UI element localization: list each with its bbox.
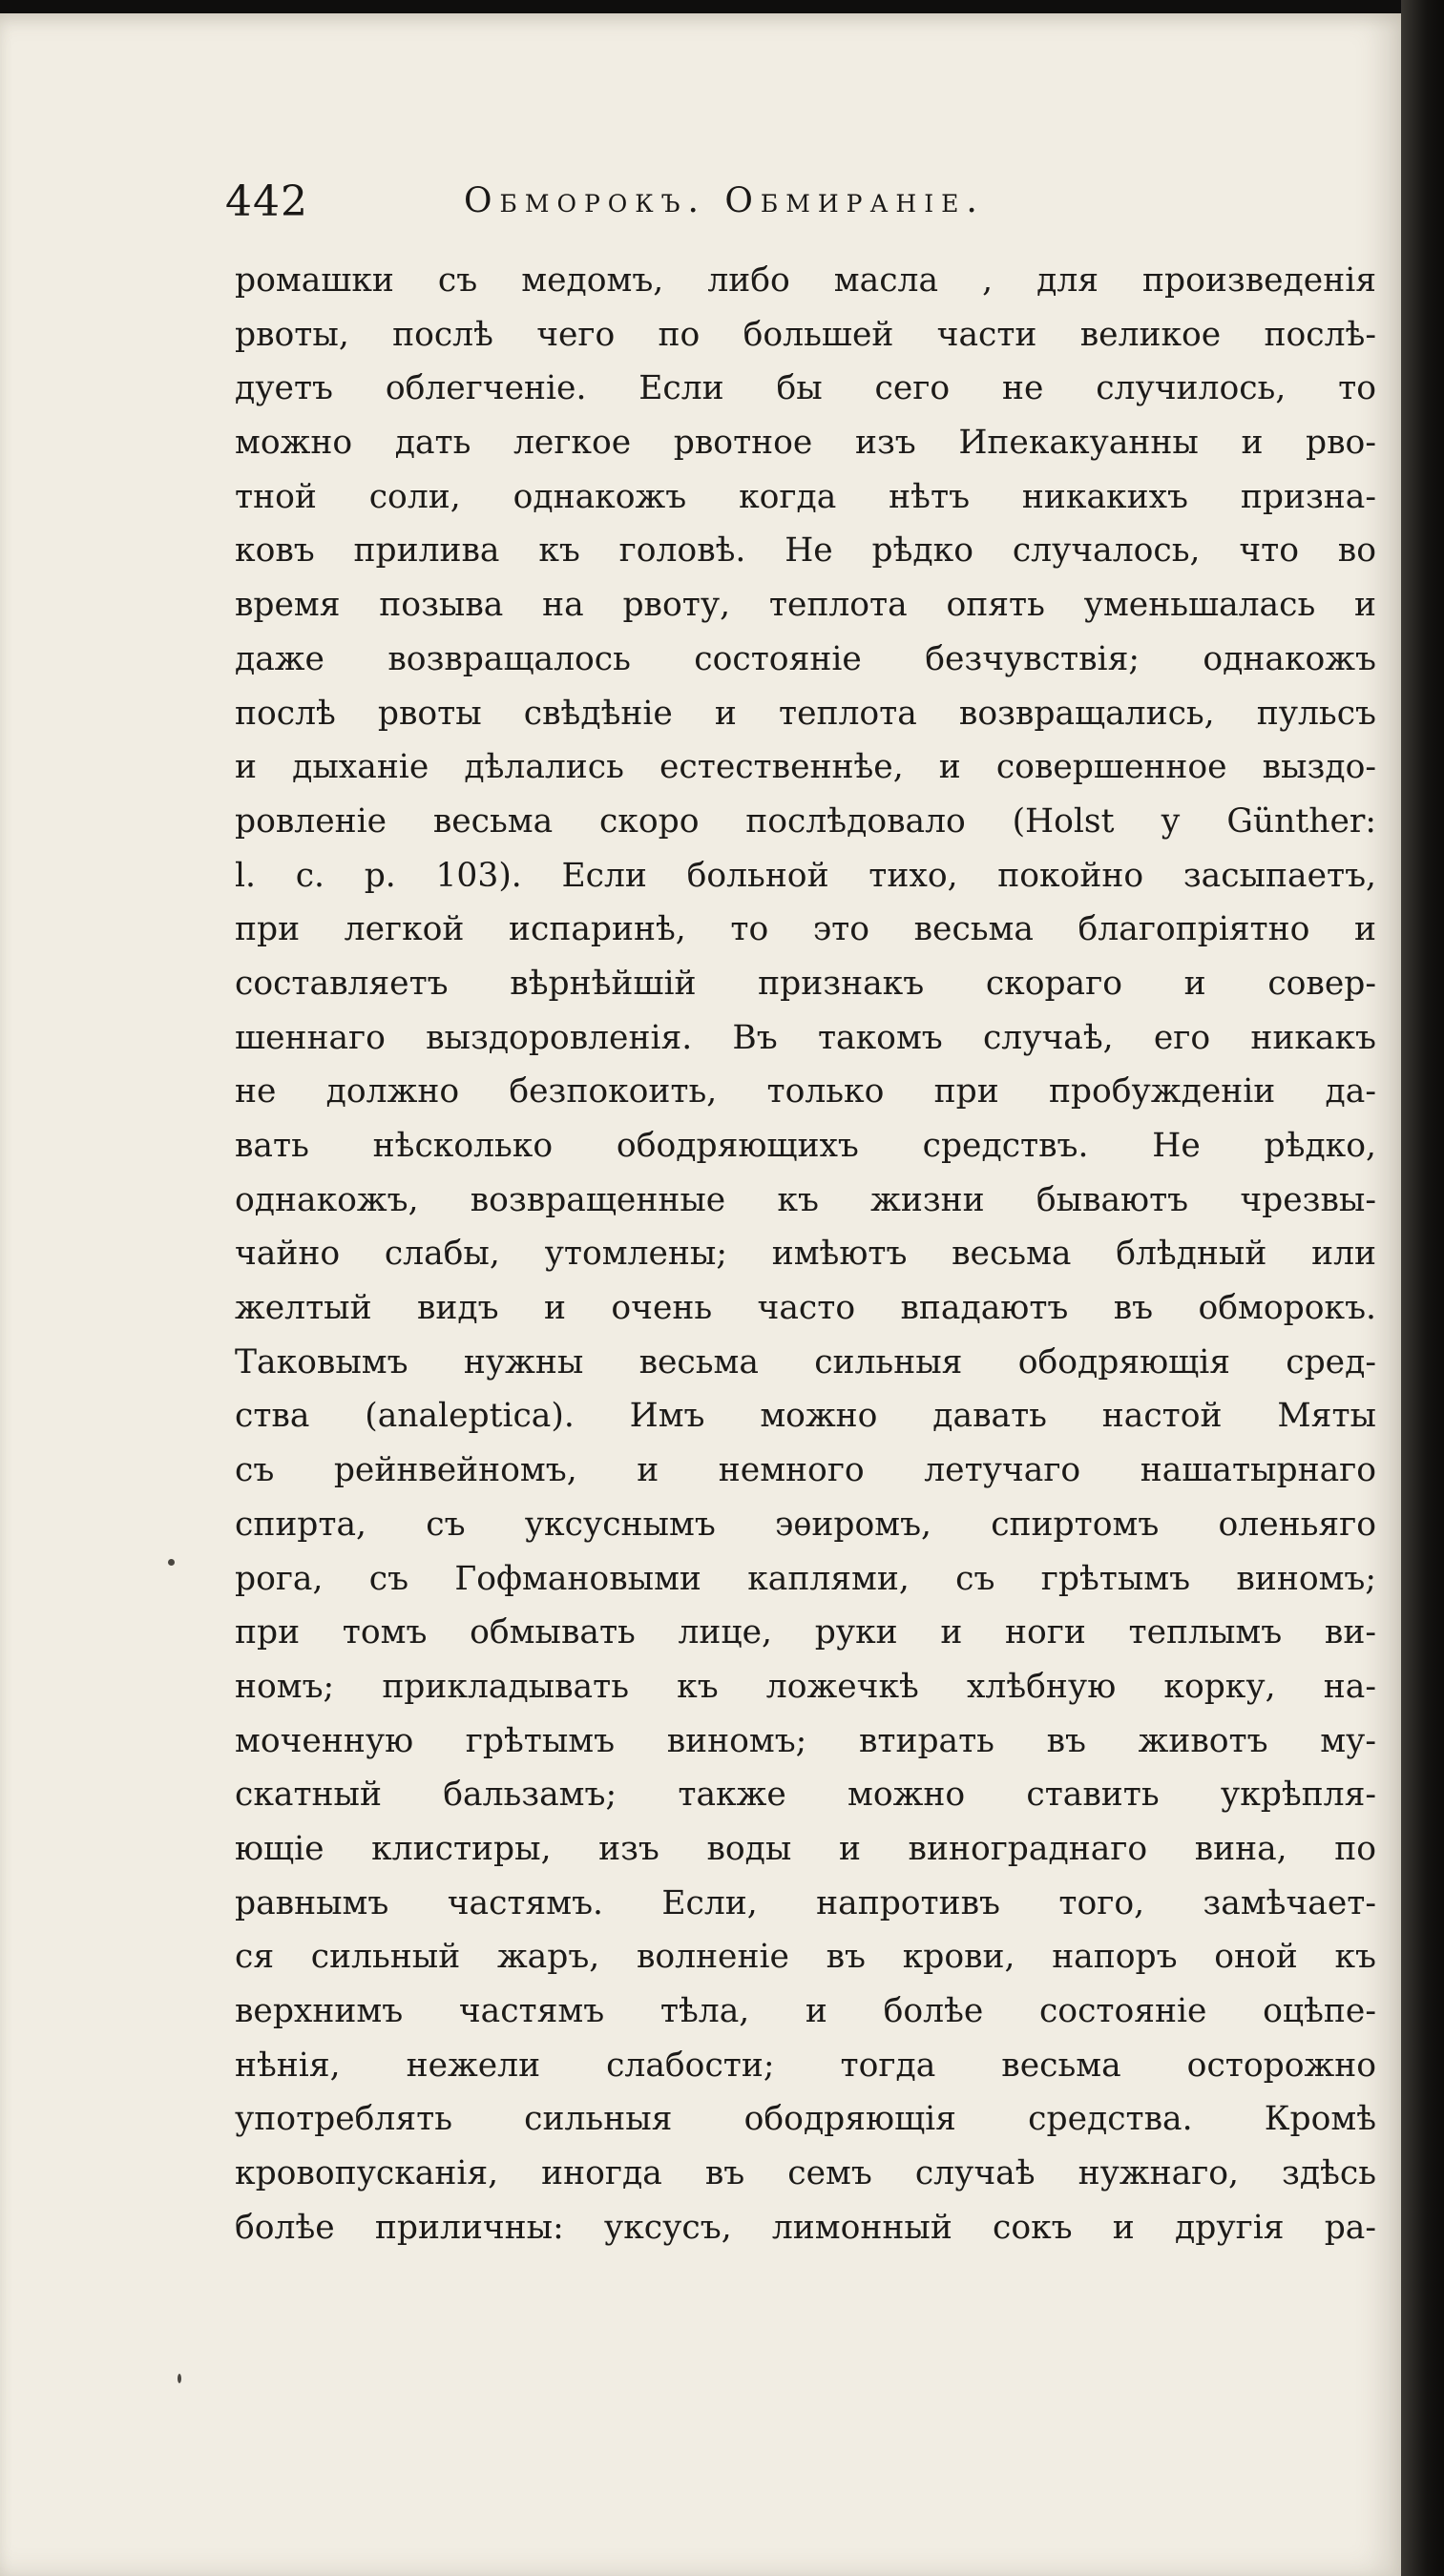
text-line: ковъ прилива къ головѣ. Не рѣдко случалось, что во [235, 531, 1376, 571]
text-line: рвоты, послѣ чего по большей части великое послѣ- [235, 315, 1376, 354]
text-line: вать нѣсколько ободряющихъ средствъ. Не рѣдко, [235, 1127, 1376, 1165]
text-line: послѣ рвоты свѣдѣнiе и теплота возвращались, пульсъ [235, 694, 1376, 733]
text-line: болѣе приличны: уксусъ, лимонный сокъ и другiя ра- [235, 2208, 1376, 2247]
text-line: даже возвращалось состоянiе безчувствiя; однакожъ [235, 639, 1376, 678]
body-text [235, 254, 1376, 2254]
text-line: и дыханiе дѣлались естественнѣе, и совершенное выздо- [235, 748, 1376, 787]
text-line: верхнимъ частямъ тѣла, и болѣе состоянiе оцѣпе- [235, 1992, 1376, 2030]
text-line: l. c. p. 103). Если больной тихо, покойно засыпаетъ, [235, 856, 1376, 895]
text-line: можно дать легкое рвотное изъ Ипекакуанны и рво- [235, 424, 1376, 463]
text-line: шеннаго выздоровленiя. Въ такомъ случаѣ, его никакъ [235, 1018, 1376, 1057]
text-line: составляетъ вѣрнѣйшiй признакъ скораго и совер- [235, 964, 1376, 1003]
text-line: время позыва на рвоту, теплота опять уменьшалась и [235, 586, 1376, 625]
text-line: съ рейнвейномъ, и немного летучаго нашатырнаго [235, 1451, 1376, 1490]
page-header [225, 177, 1180, 235]
text-line: дуетъ облегченiе. Если бы сего не случилось, то [235, 369, 1376, 408]
margin-speck [178, 2374, 181, 2383]
text-line: желтый видъ и очень часто впадаютъ въ обморокъ. [235, 1289, 1376, 1328]
text-line: равнымъ частямъ. Если, напротивъ того, замѣчает- [235, 1883, 1376, 1922]
text-line: чайно слабы, утомлены; имѣютъ весьма блѣдный или [235, 1235, 1376, 1274]
text-line: ства (analeptica). Имъ можно давать настой Мяты [235, 1397, 1376, 1436]
text-line: тной соли, однакожъ когда нѣтъ никакихъ призна- [235, 477, 1376, 516]
text-line: ромашки съ медомъ, либо масла , для произведенiя [235, 261, 1376, 300]
text-line: при легкой испаринѣ, то это весьма благопрiятно и [235, 910, 1376, 949]
text-line: при томъ обмывать лице, руки и ноги теплымъ ви- [235, 1613, 1376, 1652]
text-line: рога, съ Гофмановыми каплями, съ грѣтымъ виномъ; [235, 1559, 1376, 1598]
scan-right-edge [1401, 0, 1444, 2576]
page-number: 442 [225, 177, 308, 226]
text-line: не должно безпокоить, только при пробужденiи да- [235, 1072, 1376, 1111]
text-line: нѣнiя, нежели слабости; тогда весьма осторожно [235, 2046, 1376, 2085]
text-line: ющiе клистиры, изъ воды и винограднаго вина, по [235, 1829, 1376, 1868]
text-line: однакожъ, возвращенные къ жизни бываютъ чрезвы- [235, 1180, 1376, 1219]
text-line: скатный бальзамъ; также можно ставить укрѣпля- [235, 1776, 1376, 1815]
scan-top-edge [0, 0, 1444, 13]
text-line: моченную грѣтымъ виномъ; втирать въ животъ му- [235, 1721, 1376, 1760]
text-line: спирта, съ уксуснымъ эѳиромъ, спиртомъ оленьяго [235, 1505, 1376, 1544]
text-line: ся сильный жаръ, волненiе въ крови, напоръ оной къ [235, 1938, 1376, 1977]
running-title: Обморокъ. Обмиранiе. [464, 181, 985, 220]
text-line: номъ; прикладывать къ ложечкѣ хлѣбную корку, на- [235, 1667, 1376, 1706]
text-line: ровленiе весьма скоро послѣдовало (Holst у Günther: [235, 801, 1376, 841]
margin-speck [168, 1559, 175, 1566]
text-line: употреблять сильныя ободряющiя средства. Кромѣ [235, 2100, 1376, 2139]
text-line: кровопусканiя, иногда въ семъ случаѣ нужнаго, здѣсь [235, 2154, 1376, 2193]
text-line: Таковымъ нужны весьма сильныя ободряющiя сред- [235, 1342, 1376, 1381]
